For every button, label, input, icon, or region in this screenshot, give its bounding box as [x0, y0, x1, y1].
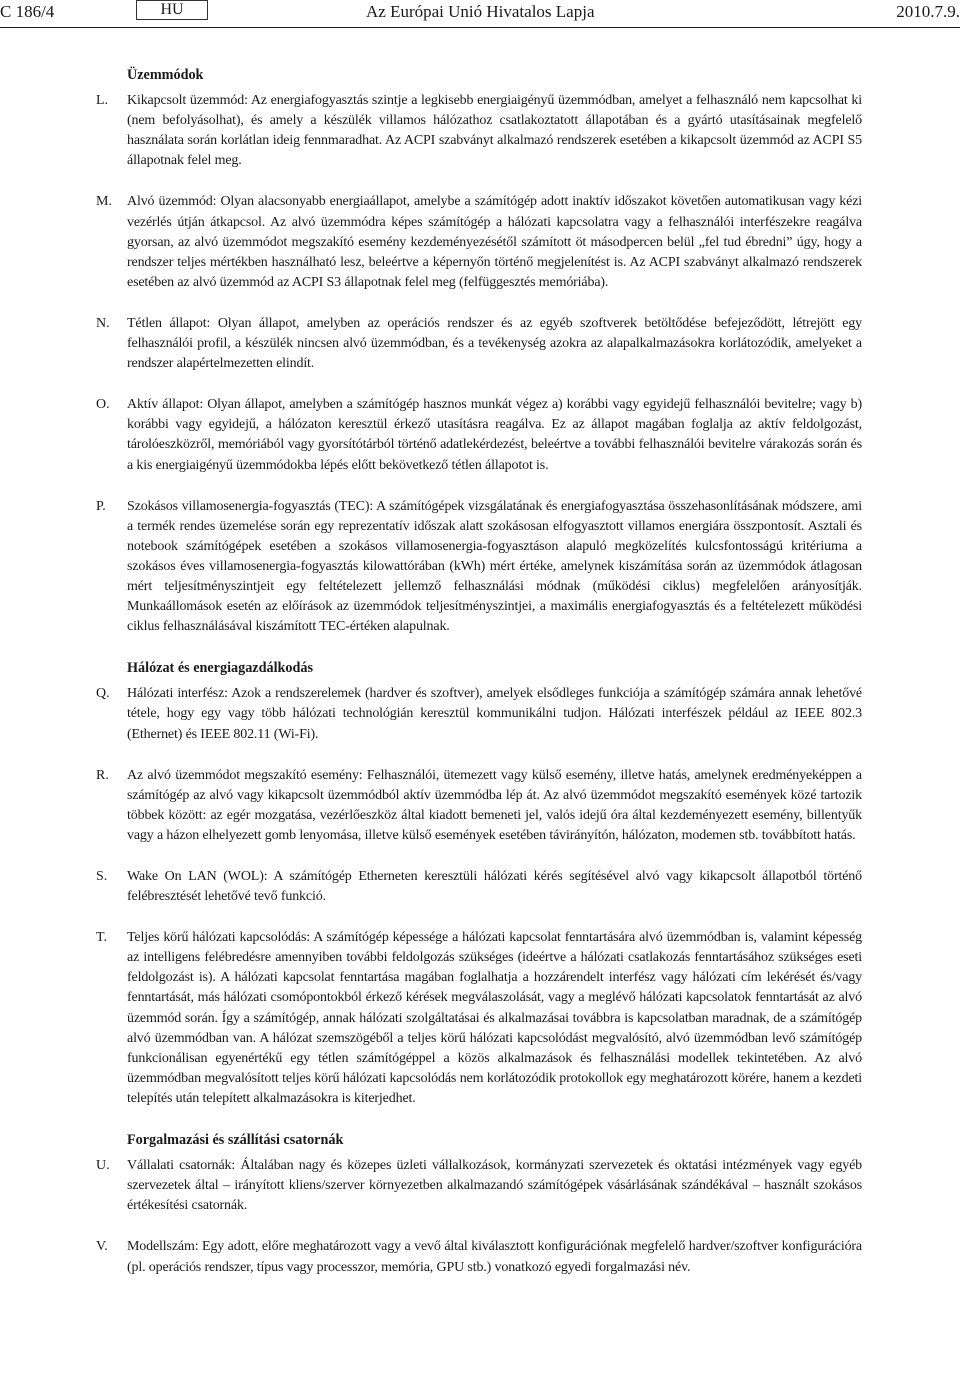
item-text: Az alvó üzemmódot megszakító esemény: Felhasználói, ütemezett vagy külső esemény, illetve hatás, amelynek eredményeképpen a számítógép az alvó vagy kikapcsolt üzemmódból aktív üzemmódba lép át. Az alvó üzemmódot megszakító események közé tartozik többek között: az egér mozgatása, vezérlőeszköz által kiadott bemeneti jel, valós idejű óra által kezdeményezett esemény, billentyűk vagy a házon elhelyezett gomb lenyomása, illetve külső események esetében távirányítón, hálózaton, modemen stb. továbbított hatás.	[127, 767, 862, 843]
definition-item	[0, 766, 960, 846]
definition-item	[0, 684, 960, 744]
item-letter: V.	[96, 1239, 108, 1255]
section-title: Üzemmódok	[127, 67, 204, 83]
definition-item	[0, 192, 960, 292]
language-badge: HU	[136, 0, 208, 20]
item-text: Hálózati interfész: Azok a rendszerelemek (hardver és szoftver), amelyek elsődleges funkciója a számítógép számára annak lehetővé tétele, hogy egy vagy több hálózati technológián keresztül kommunikálni tudjon. Hálózati interfészek például az IEEE 802.3 (Ethernet) és IEEE 802.11 (Wi-Fi).	[127, 686, 862, 742]
subsection-title: Hálózat és energiagazdálkodás	[127, 660, 314, 677]
item-text: Teljes körű hálózati kapcsolódás: A számítógép képessége a hálózati kapcsolat fenntartására alvó üzemmódban is, valamint képesség az intelligens felébredésre amennyiben további feldolgozás szükséges (ideértve a hálózati csatlakozás fenntartásához szükséges eseti feldolgozást is). A hálózati kapcsolat fenntartása magában foglalhatja a hozzárendelt interfész vagy hálózati cím lekérését és/vagy fenntartását, más hálózati csomópontokból érkező kérések megválaszolását, vagy a meglévő hálózati kapcsolatok fenntartását az alvó üzemmód során. Így a számítógép, annak hálózati szolgáltatásai és alkalmazásai továbbra is kapcsolatban maradnak, de a számítógép alvó üzemmódban van. A hálózat szemszögéből a teljes körű hálózati kapcsolódást megvalósító, alvó üzemmódban levő számítógép funkcionálisan egyenértékű egy tétlen számítógéppel a közös alkalmazások és felhasználási modellek tekintetében. Az alvó üzemmódban megvalósított teljes körű hálózati kapcsolódás nem korlátozódik protokollok egy meghatározott körére, hanem a kezdeti telepítés után telepített alkalmazásokra is kiterjedhet.	[127, 930, 862, 1106]
subsection-title: Forgalmazási és szállítási csatornák	[127, 1132, 344, 1149]
item-text: Aktív állapot: Olyan állapot, amelyben a számítógép hasznos munkát végez a) korábbi vagy egyidejű felhasználói bevitelre; vagy b) korábbi vagy egyidejű, a hálózaton keresztül érkező utasításra reagálva. Ez az állapot magában foglalja az aktív feldolgozást, tárolóeszközről, memóriából vagy gyorsítótárból történő adatlekérdezést, beleértve a további felhasználói bevitelre várakozás során és a kis energiaigényű üzemmódokba lépés előtt bekövetkező tétlen állapotot is.	[127, 397, 862, 473]
publication-date: 2010.7.9.	[896, 2, 960, 21]
item-text: Vállalati csatornák: Általában nagy és közepes üzleti vállalkozások, kormányzati szervezetek és oktatási intézmények vagy egyéb szervezetek által – irányított kliens/szerver környezetben alkalmazandó számítógépek vásárlásának szándékával – használt szokásos értékesítési csatornák.	[127, 1158, 862, 1214]
definition-item	[0, 395, 960, 475]
item-letter: U.	[96, 1158, 110, 1174]
page-header	[0, 0, 960, 28]
item-letter: T.	[96, 930, 108, 946]
item-text: Kikapcsolt üzemmód: Az energiafogyasztás szintje a legkisebb energiaigényű üzemmódban, amelyet a felhasználó nem kapcsolhat ki (nem befolyásolhat), és amely a készülék villamos hálózathoz csatlakoztatott állapotában és a gyártó utasításainak megfelelő használata során korlátlan ideig fennmaradhat. Az ACPI szabványt alkalmazó rendszerek esetében a kikapcsolt üzemmód az ACPI S5 állapotnak felel meg.	[127, 93, 862, 169]
document-body	[0, 57, 960, 1299]
definition-item	[0, 314, 960, 374]
item-text: Wake On LAN (WOL): A számítógép Etherneten keresztüli hálózati kérés segítésével alvó vagy kikapcsolt állapotból történő felébresztését lehetővé tevő funkció.	[127, 869, 862, 905]
definition-item	[0, 867, 960, 907]
item-letter: P.	[96, 498, 106, 514]
definition-item	[0, 1237, 960, 1277]
item-letter: S.	[96, 869, 108, 884]
item-letter: L.	[96, 93, 109, 109]
item-text: Alvó üzemmód: Olyan alacsonyabb energiaállapot, amelybe a számítógép adott inaktív időszakot követően automatikusan vagy kézi vezérlés útján átkapcsol. Az alvó üzemmódra képes számítógép a hálózati kapcsolatra vagy a felhasználói interfészekre reagálva gyorsan, az alvó üzemmódot megszakító esemény kezdeményezésétől számított öt másodpercen belül „fel tud ébredni” úgy, hogy a rendszer teljes mértékben használható lesz, beleértve a képernyőn történő megjelenítést is. Az ACPI szabványt alkalmazó rendszerek esetében az alvó üzemmód az ACPI S3 állapotnak felel meg (felfüggesztés memóriába).	[127, 194, 862, 290]
item-letter: M.	[96, 194, 112, 210]
item-letter: R.	[96, 767, 109, 783]
definition-item	[0, 497, 960, 638]
definition-item	[0, 1156, 960, 1216]
item-text: Tétlen állapot: Olyan állapot, amelyben az operációs rendszer és az egyéb szoftverek betöltődése befejeződött, létrejött egy felhasználói profil, a készülék nincsen alvó üzemmódban, és a tevékenység azokra az alapalkalmazásokra korlátozódik, amelyeket a rendszer alapértelmezetten elindít.	[127, 315, 862, 372]
item-letter: Q.	[96, 686, 110, 702]
item-letter: N.	[96, 315, 110, 331]
definition-item	[0, 91, 960, 171]
item-letter: O.	[96, 397, 110, 413]
page-reference: C 186/4	[0, 2, 55, 21]
journal-title: Az Európai Unió Hivatalos Lapja	[366, 2, 595, 21]
item-text: Szokásos villamosenergia-fogyasztás (TEC): A számítógépek vizsgálatának és energiafogyasztása összehasonlításának módszere, ami a termék rendes üzemelése során egy reprezentatív időszak alatt szokásosan elfogyasztott villamos energiára összpontosít. Asztali és notebook számítógépek esetében a szokásos villamosenergia-fogyasztáson alapuló megközelítés kulcsfontosságú kritériuma a szokásos éves villamosenergia-fogyasztás kilowattórában (kWh) mért értéke, amelynek kiszámítása során az üzemmódok átlagosan mért teljesítményszintjeit egy feltételezett jellemző felhasználási módnak (működési ciklus) megfelelően arányosítják. Munkaállomások esetén az előírások az üzemmódok teljesítményszintjei, a maximális energiafogyasztás és a feltételezett működési ciklus felhasználásával kiszámított TEC-értéken alapulnak.	[127, 498, 862, 635]
item-text: Modellszám: Egy adott, előre meghatározott vagy a vevő által kiválasztott konfigurációnak megfelelő hardver/szoftver konfigurációra (pl. operációs rendszer, típus vagy processzor, memória, GPU stb.) vonatkozó egyedi forgalmazási név.	[127, 1239, 862, 1275]
definition-item	[0, 928, 960, 1109]
